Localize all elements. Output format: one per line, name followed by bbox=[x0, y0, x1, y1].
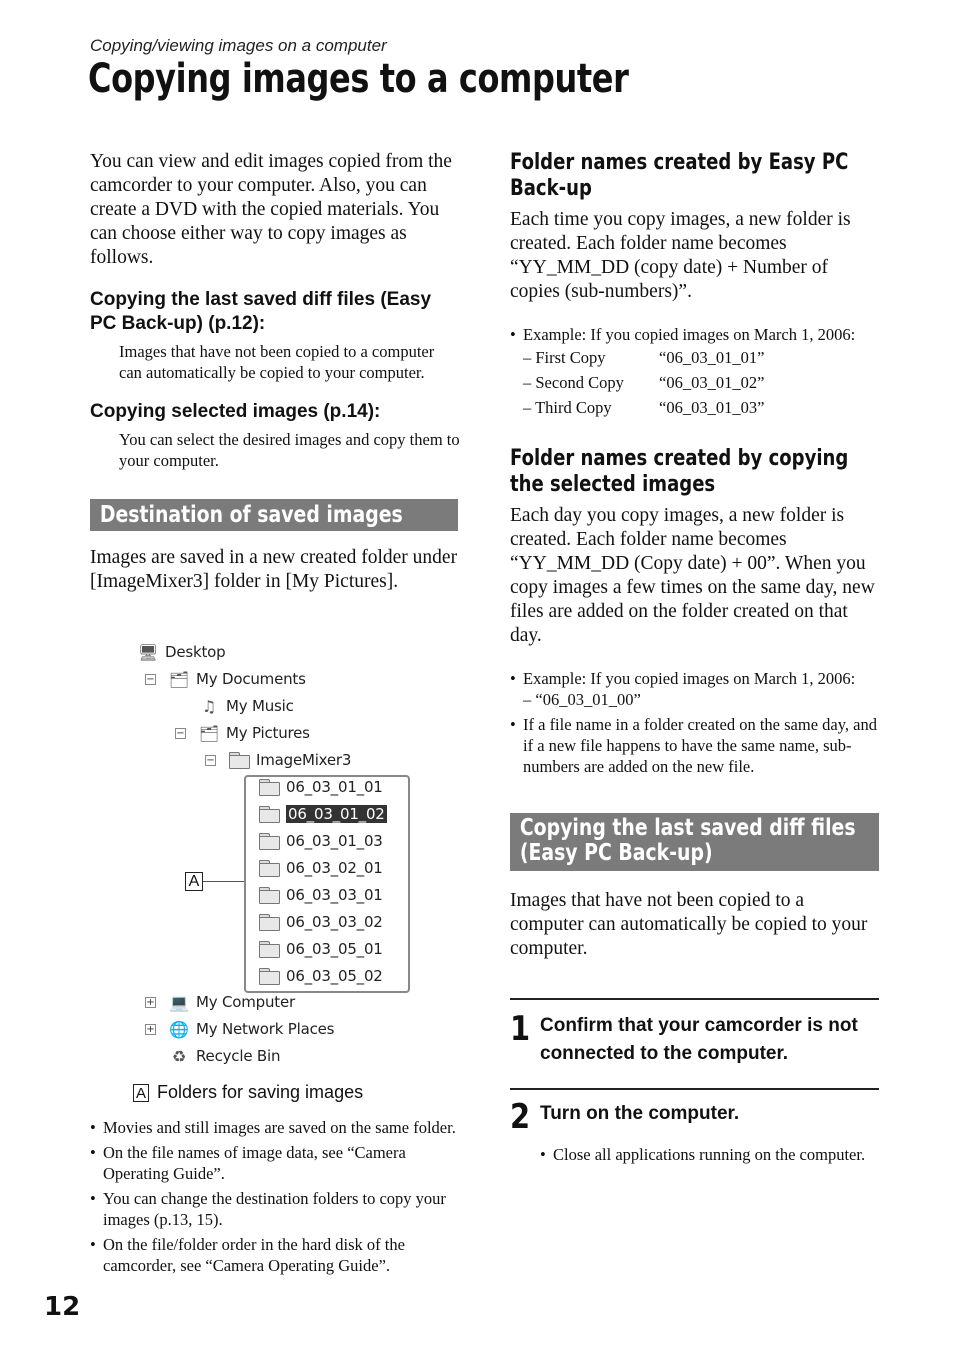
example-row bbox=[510, 370, 882, 395]
example-row bbox=[510, 345, 882, 370]
breadcrumb: Copying/viewing images on a computer bbox=[90, 36, 387, 55]
selected-images-heading bbox=[510, 446, 882, 498]
caption-text: Folders for saving images bbox=[157, 1082, 364, 1102]
collapse-icon[interactable]: − bbox=[206, 755, 215, 766]
list-item: • On the file/folder order in the hard disk of the camcorder, see “Camera Operating Guide”. bbox=[90, 1234, 458, 1276]
tree-label: My Computer bbox=[196, 993, 295, 1011]
example-row bbox=[510, 395, 882, 420]
example1-list bbox=[510, 324, 882, 345]
example-key: – First Copy bbox=[523, 348, 606, 367]
step2-notes bbox=[510, 1144, 882, 1165]
tree-label: ImageMixer3 bbox=[256, 751, 352, 769]
tree-node-my-network-places[interactable] bbox=[168, 1018, 334, 1040]
notes-list bbox=[90, 1117, 458, 1276]
callout-label: A bbox=[185, 872, 203, 891]
tree-label: 06_03_01_03 bbox=[286, 832, 383, 850]
left-column bbox=[90, 150, 460, 594]
figure-caption bbox=[133, 1082, 363, 1103]
folder-group-highlight bbox=[244, 775, 410, 993]
page-number: 12 bbox=[44, 1292, 81, 1322]
tree-node-my-pictures[interactable] bbox=[198, 722, 310, 744]
example-value: – “06_03_01_00” bbox=[523, 690, 641, 709]
notes-list bbox=[510, 714, 882, 777]
tree-label: My Network Places bbox=[196, 1020, 335, 1038]
easy-pc-backup-intro: Images that have not been copied to a computer can automatically be copied to your computer. bbox=[510, 890, 868, 959]
documents-folder-icon: 🗂 bbox=[168, 669, 190, 689]
music-folder-icon: ♫ bbox=[201, 696, 217, 716]
section-title-line1: Copying the last saved diff files bbox=[519, 815, 856, 841]
pictures-folder-icon: 🗂 bbox=[198, 723, 220, 743]
caption-label: A bbox=[133, 1084, 149, 1102]
easy-pc-backup-paragraph: Each time you copy images, a new folder is created. Each folder name becomes “YY_MM_DD (copy date) + Number of copies (sub-numbers)”. bbox=[510, 209, 851, 302]
tree-label: 06_03_03_01 bbox=[286, 886, 383, 904]
section-easy-pc-backup-bar bbox=[510, 813, 879, 871]
tree-label: My Music bbox=[226, 697, 294, 715]
easy-pc-backup-heading bbox=[510, 150, 882, 202]
list-item: • Example: If you copied images on March 1, 2006: bbox=[510, 324, 882, 345]
expand-icon[interactable]: + bbox=[146, 1024, 155, 1035]
page-title: Copying images to a computer bbox=[88, 56, 629, 102]
list-item: • Movies and still images are saved on the same folder. bbox=[90, 1117, 458, 1138]
step-number: 2 bbox=[510, 1097, 531, 1137]
tree-label: Recycle Bin bbox=[196, 1047, 281, 1065]
example-row bbox=[510, 689, 882, 710]
folder-icon bbox=[228, 752, 250, 768]
section-destination-bar bbox=[90, 499, 458, 531]
example-key: – Third Copy bbox=[523, 398, 612, 417]
tree-label: 06_03_01_02 bbox=[288, 805, 385, 823]
option1-text: Images that have not been copied to a computer can automatically be copied to your computer. bbox=[119, 342, 435, 382]
tree-label: 06_03_05_01 bbox=[286, 940, 383, 958]
example-value: “06_03_01_01” bbox=[659, 348, 765, 367]
tree-label: My Documents bbox=[196, 670, 306, 688]
tree-label: 06_03_05_02 bbox=[286, 967, 383, 985]
list-item: • You can change the destination folders to copy your images (p.13, 15). bbox=[90, 1188, 458, 1230]
list-item: • Example: If you copied images on March 1, 2006: bbox=[510, 668, 882, 689]
tree-node-my-music[interactable] bbox=[198, 695, 294, 717]
tree-label: 06_03_01_01 bbox=[286, 778, 383, 796]
step-text: Confirm that your camcorder is not connected to the computer. bbox=[540, 1015, 858, 1064]
tree-node-recycle-bin[interactable] bbox=[168, 1045, 280, 1067]
network-icon: 🌐 bbox=[169, 1019, 189, 1039]
example-key: – Second Copy bbox=[523, 373, 624, 392]
collapse-icon[interactable]: − bbox=[176, 728, 185, 739]
heading-text: Folder names created by copying the selected images bbox=[510, 446, 849, 497]
selected-images-paragraph: Each day you copy images, a new folder is created. Each folder name becomes “YY_MM_DD (Copy date) + 00”. When you copy images a few times on the same day, new files are added on the folder created on that day. bbox=[510, 505, 875, 646]
list-item: • On the file names of image data, see “Camera Operating Guide”. bbox=[90, 1142, 458, 1184]
step-divider bbox=[510, 998, 879, 1000]
intro-paragraph: You can view and edit images copied from the camcorder to your computer. Also, you can create a DVD with the copied materials. You can choose either way to copy images as follows. bbox=[90, 151, 452, 268]
tree-label: 06_03_03_02 bbox=[286, 913, 383, 931]
section-destination-title: Destination of saved images bbox=[99, 502, 403, 528]
option2-heading: Copying selected images (p.14): bbox=[90, 401, 381, 422]
step-1 bbox=[510, 1009, 882, 1068]
heading-text: Folder names created by Easy PC Back-up bbox=[510, 150, 849, 201]
notes-list-container bbox=[90, 1117, 458, 1280]
tree-node-my-documents[interactable] bbox=[168, 668, 306, 690]
step-divider bbox=[510, 1088, 879, 1090]
tree-node-imagemixer3[interactable] bbox=[228, 749, 351, 771]
option2-text: You can select the desired images and copy them to your computer. bbox=[119, 430, 460, 470]
right-column bbox=[510, 150, 882, 1169]
section-title-line2: (Easy PC Back-up) bbox=[519, 840, 713, 866]
destination-paragraph: Images are saved in a new created folder under [ImageMixer3] folder in [My Pictures]. bbox=[90, 547, 458, 592]
example-value: “06_03_01_03” bbox=[659, 398, 765, 417]
callout-line bbox=[203, 881, 244, 882]
option1-heading: Copying the last saved diff files (Easy PC Back-up) (p.12): bbox=[90, 289, 432, 334]
step-number: 1 bbox=[510, 1009, 531, 1049]
list-item: • If a file name in a folder created on the same day, and if a new file happens to have the same name, sub-numbers are added on the new file. bbox=[510, 714, 882, 777]
list-item: • Close all applications running on the computer. bbox=[540, 1144, 882, 1165]
computer-icon: 💻 bbox=[169, 992, 189, 1012]
recycle-bin-icon: ♻ bbox=[171, 1046, 187, 1066]
step-text: Turn on the computer. bbox=[540, 1103, 740, 1124]
desktop-icon: 🖥 bbox=[137, 642, 159, 662]
example-value: “06_03_01_02” bbox=[659, 373, 765, 392]
tree-node-desktop[interactable] bbox=[137, 641, 225, 663]
expand-icon[interactable]: + bbox=[146, 997, 155, 1008]
step-2 bbox=[510, 1097, 882, 1137]
collapse-icon[interactable]: − bbox=[146, 674, 155, 685]
tree-node-my-computer[interactable] bbox=[168, 991, 295, 1013]
tree-label: Desktop bbox=[165, 643, 226, 661]
tree-label: My Pictures bbox=[226, 724, 310, 742]
example2-list bbox=[510, 668, 882, 689]
tree-label: 06_03_02_01 bbox=[286, 859, 383, 877]
